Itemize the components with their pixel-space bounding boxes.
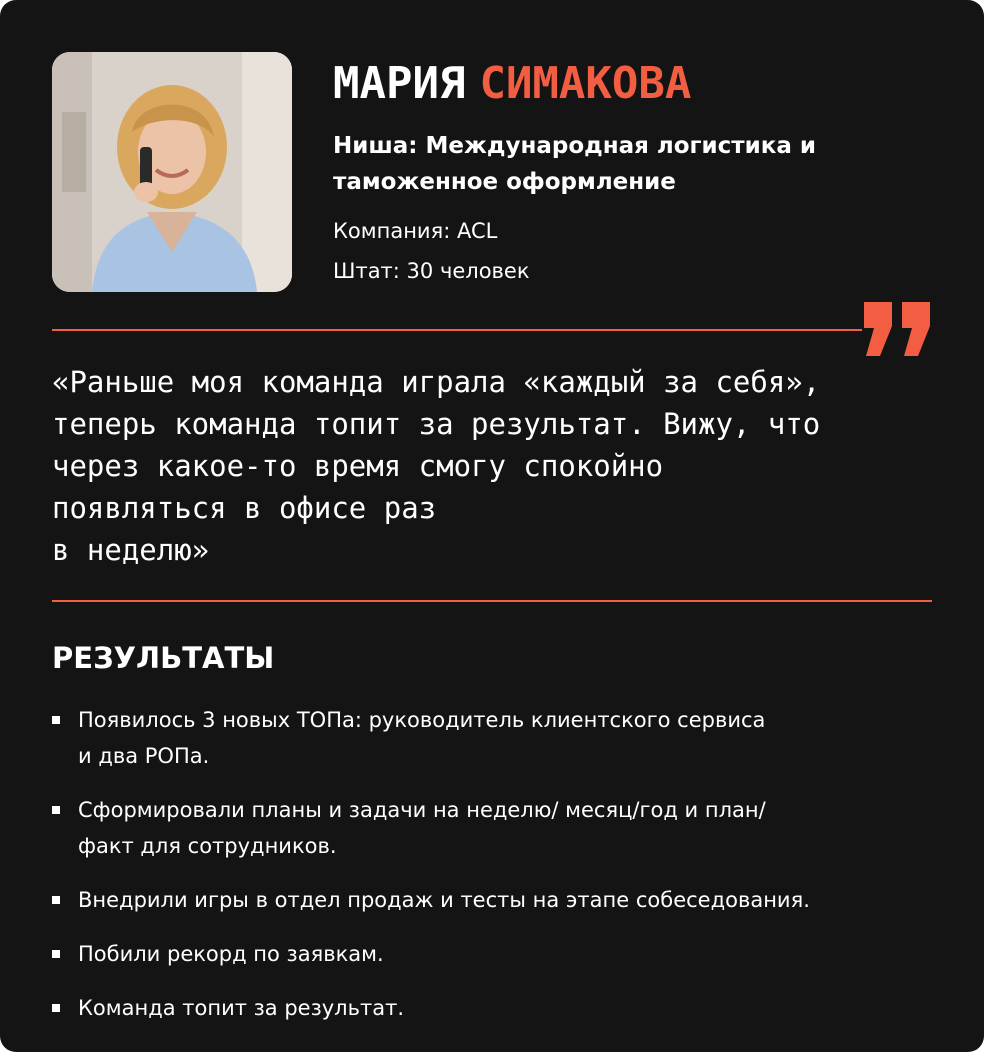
niche-text: Ниша: Международная логистика и таможенное оформление	[333, 133, 817, 195]
profile-photo	[52, 52, 292, 292]
square-bullet-icon	[52, 806, 60, 814]
top-divider	[52, 329, 862, 331]
staff-text: Штат: 30 человек	[333, 259, 530, 283]
list-item	[52, 882, 952, 918]
list-item	[52, 936, 952, 972]
person-name	[333, 58, 691, 110]
list-item	[52, 702, 952, 774]
result-text: Появилось 3 новых ТОПа: руководитель клиентского сервиса и два РОПа.	[78, 708, 766, 768]
last-name: СИМАКОВА	[479, 58, 692, 109]
company-text: Компания: ACL	[333, 219, 498, 243]
portrait-illustration	[52, 52, 292, 292]
list-item	[52, 792, 952, 864]
result-text: Сформировали планы и задачи на неделю/ месяц/год и план/ факт для сотрудников.	[78, 798, 766, 858]
first-name: МАРИЯ	[333, 58, 466, 109]
square-bullet-icon	[52, 1004, 60, 1012]
result-text: Внедрили игры в отдел продаж и тесты на этапе собеседования.	[78, 888, 810, 912]
testimonial-quote: «Раньше моя команда играла «каждый за себя», теперь команда топит за результат. Вижу, что через какое-то время смогу спокойно появляться в офисе раз в неделю»	[52, 365, 821, 567]
closing-quote-icon	[860, 298, 934, 358]
results-list	[52, 702, 952, 1044]
bottom-divider	[52, 600, 932, 602]
results-heading: РЕЗУЛЬТАТЫ	[52, 641, 275, 675]
result-text: Побили рекорд по заявкам.	[78, 942, 384, 966]
square-bullet-icon	[52, 950, 60, 958]
square-bullet-icon	[52, 896, 60, 904]
result-text: Команда топит за результат.	[78, 996, 404, 1020]
square-bullet-icon	[52, 716, 60, 724]
list-item	[52, 990, 952, 1026]
